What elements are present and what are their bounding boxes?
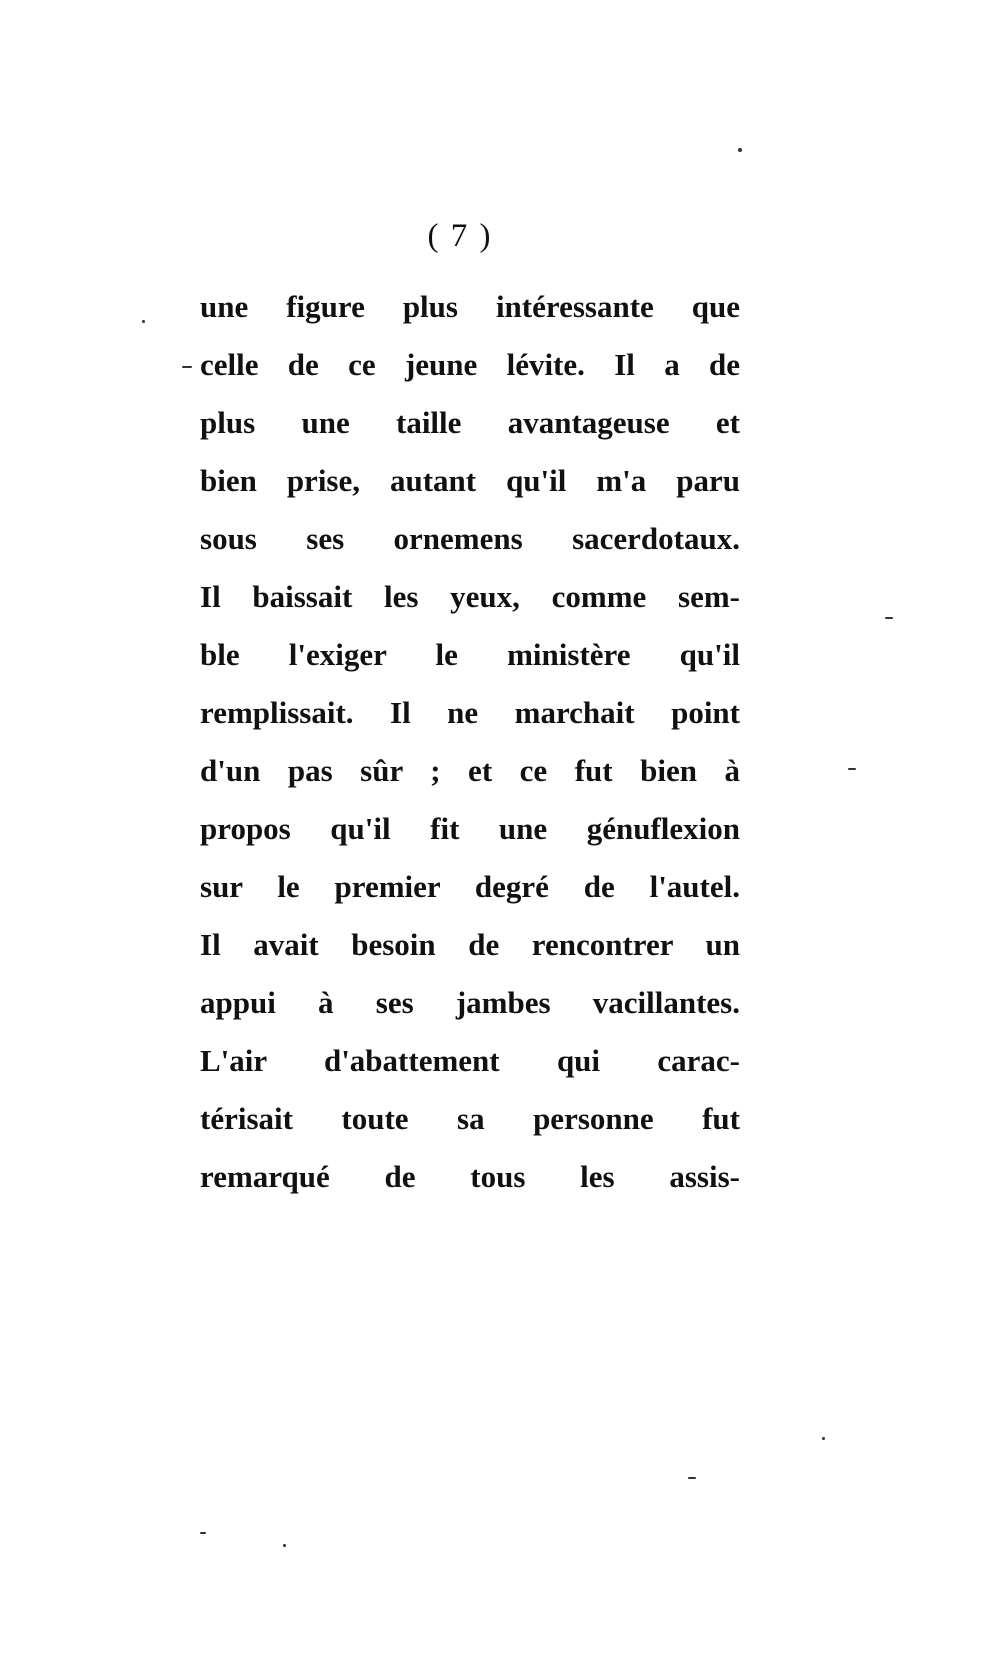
body-text: [200, 278, 740, 1206]
text-line: remplissait. Il ne marchait point: [200, 695, 740, 730]
text-line: d'un pas sûr ; et ce fut bien à: [200, 753, 740, 788]
page-number: ( 7 ): [427, 218, 493, 254]
text-line: sur le premier degré de l'autel.: [200, 869, 740, 904]
text-line: celle de ce jeune lévite. Il a de: [200, 347, 740, 382]
text-line: Il baissait les yeux, comme sem-: [200, 579, 740, 614]
text-line: une figure plus intéressante que: [200, 289, 740, 324]
text-line: térisait toute sa personne fut: [200, 1101, 740, 1136]
text-line: plus une taille avantageuse et: [200, 405, 740, 440]
scan-speck: [738, 148, 742, 152]
text-line: L'air d'abattement qui carac-: [200, 1043, 740, 1078]
scan-speck: [142, 320, 145, 323]
text-line: remarqué de tous les assis-: [200, 1159, 740, 1194]
scan-speck: [688, 1477, 696, 1479]
text-line: appui à ses jambes vacillantes.: [200, 985, 740, 1020]
text-line: bien prise, autant qu'il m'a paru: [200, 463, 740, 498]
scan-speck: [885, 617, 893, 619]
scan-speck: [822, 1437, 825, 1440]
scan-speck: [200, 1532, 206, 1534]
scan-speck: [848, 768, 856, 770]
text-line: Il avait besoin de rencontrer un: [200, 927, 740, 962]
scan-speck: [182, 366, 192, 368]
text-line: ble l'exiger le ministère qu'il: [200, 637, 740, 672]
text-line: sous ses ornemens sacerdotaux.: [200, 521, 740, 556]
text-line: propos qu'il fit une génuflexion: [200, 811, 740, 846]
scan-speck: [283, 1544, 286, 1547]
